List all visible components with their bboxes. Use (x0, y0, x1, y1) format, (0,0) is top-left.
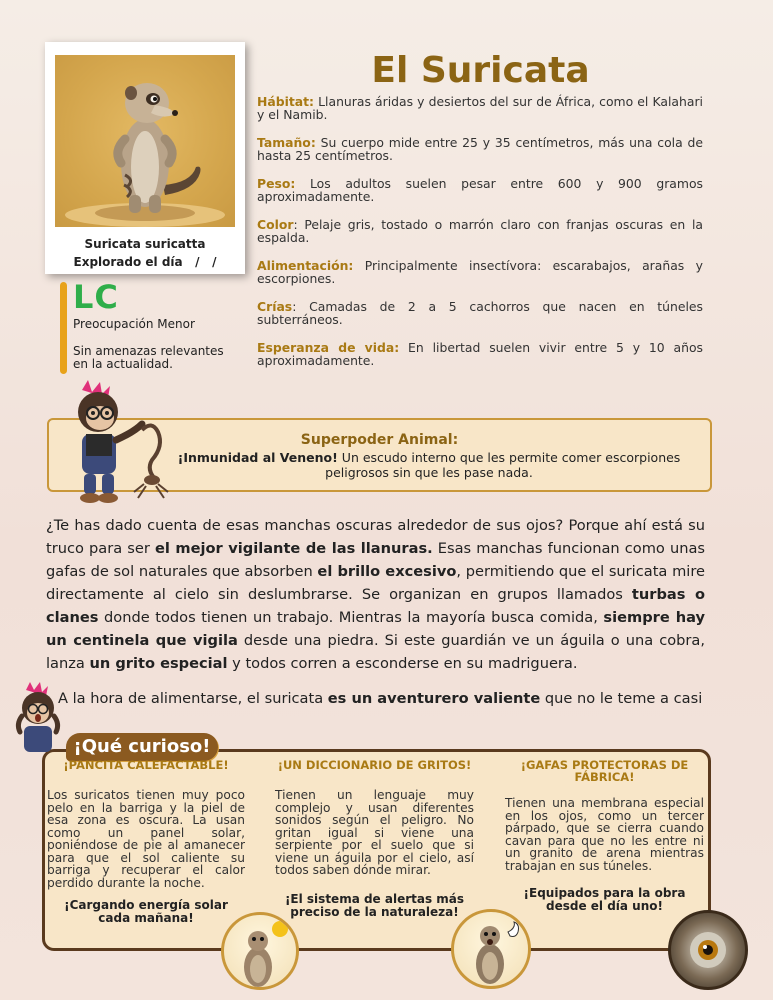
column-heading: ¡GAFAS PROTECTORAS DE FÁBRICA! (520, 758, 689, 784)
fact-text: Principalmente insectívora: escarabajos, arañas y escorpiones. (257, 258, 703, 286)
paragraph-bold: un grito especial (89, 655, 228, 672)
column-heading: ¡UN DICCIONARIO DE GRITOS! (277, 758, 472, 772)
monkey-mascot-surprised (10, 682, 70, 760)
explored-date-label: Explorado el día / / (73, 255, 217, 269)
fact-key: Hábitat: (257, 94, 315, 109)
column-footer: ¡El sistema de alertas más preciso de la naturaleza! (284, 891, 465, 919)
column-text: Tienen un lenguaje muy complejo y usan diferentes sonidos según el peligro. No gritan igual si viene una serpiente por el suelo que si viene un águila por el cielo, así todos saben dónde mirar. (275, 788, 474, 877)
superpower-text: Un escudo interno que les permite comer escorpiones peligrosos sin que les pase nada. (325, 450, 681, 480)
paragraph-bold: el brillo excesivo (317, 563, 457, 580)
superpower-heading: Superpoder Animal: (300, 432, 459, 448)
scientific-name: Suricata suricatta (84, 237, 206, 251)
fact-text: Los adultos suelen pesar entre 600 y 900 gramos aproximadamente. (257, 176, 703, 204)
fact-weight (257, 178, 703, 203)
fact-lifespan (257, 342, 703, 367)
fact-text: Llanuras áridas y desiertos del sur de África, como el Kalahari y el Namib. (257, 94, 703, 122)
page-title: El Suricata (371, 50, 590, 91)
curious-column-3 (505, 759, 704, 913)
fact-text: : Camadas de 2 a 5 cachorros que nacen en túneles subterráneos. (257, 299, 703, 327)
meerkat-alarm-illustration (451, 909, 531, 989)
superpower-body (159, 450, 699, 480)
body-paragraph-2 (58, 687, 718, 710)
paragraph-bold: siempre hay un centinela que vigila (46, 609, 706, 649)
fact-key: Tamaño: (257, 135, 316, 150)
conservation-status: Preocupación Menor (73, 317, 195, 331)
monkey-mascot-scorpion (60, 380, 180, 510)
paragraph-text: y todos corren a esconderse en su madriguera. (227, 655, 578, 672)
fact-habitat (257, 96, 703, 121)
fact-text: En libertad suelen vivir entre 5 y 10 años aproximadamente. (257, 340, 703, 368)
conservation-note-line1: Sin amenazas relevantes (73, 344, 224, 358)
fact-key: Alimentación: (257, 258, 354, 273)
fact-key: Peso: (257, 176, 296, 191)
paragraph-text: , permitiendo que el suricata mire directamente al cielo sin deslumbrarse. Se organizan en grupos llamados (46, 563, 705, 603)
conservation-code: LC (73, 278, 119, 316)
paragraph-text: ¿Te has dado cuenta de esas manchas oscuras alrededor de sus ojos? Porque ahí está su truco para ser (46, 517, 705, 557)
meerkat-sunbathing-illustration (221, 912, 299, 990)
fact-offspring (257, 301, 703, 326)
paragraph-bold: turbas o clanes (46, 586, 705, 626)
fact-diet (257, 260, 703, 285)
paragraph-text: desde una piedra. Si este guardián ve un águila o una cobra, lanza (46, 632, 705, 672)
paragraph-bold: el mejor vigilante de las llanuras. (154, 540, 433, 557)
body-paragraph (46, 514, 705, 675)
conservation-accent-bar (60, 282, 67, 374)
facts-list (257, 96, 703, 383)
fact-key: Crías (257, 299, 293, 314)
paragraph-text: Esas manchas funcionan como unas gafas de sol naturales que absorben (46, 540, 705, 580)
meerkat-photo (55, 55, 235, 227)
paragraph-bold: es un aventurero valiente (327, 690, 541, 707)
column-text: Los suricatos tienen muy poco pelo en la barriga y la piel de esa zona es oscura. La usan como un panel solar, poniéndose de pie al amanecer para que el sol caliente su barriga y recuperar el calor perdido durante la noche. (47, 788, 245, 890)
curious-tag: ¡Qué curioso! (66, 733, 218, 761)
column-footer: ¡Cargando energía solar cada mañana! (64, 898, 228, 925)
fact-text: Su cuerpo mide entre 25 y 35 centímetros, más una cola de hasta 25 centímetros. (257, 135, 703, 163)
fact-key: Color (257, 217, 294, 232)
meerkat-eye-closeup (668, 910, 748, 990)
species-photo-card (45, 42, 245, 274)
fact-size (257, 137, 703, 162)
superpower-lead: ¡Inmunidad al Veneno! (177, 450, 338, 465)
column-text: Tienen una membrana especial en los ojos, como un tercer párpado, que se cierra cuando cavan para que no les entre ni un granito de arena mientras trabajan en sus túneles. (505, 796, 704, 873)
fact-key: Esperanza de vida: (257, 340, 400, 355)
curious-column-1 (47, 759, 245, 925)
paragraph-text: A la hora de alimentarse, el suricata (58, 690, 328, 707)
paragraph-text: donde todos tienen un trabajo. Mientras la mayoría busca comida, (98, 609, 604, 626)
fact-color (257, 219, 703, 244)
column-footer: ¡Equipados para la obra desde el día uno! (523, 886, 686, 913)
column-heading: ¡PANCITA CALEFACTABLE! (63, 758, 229, 772)
curious-column-2 (275, 759, 474, 919)
fact-text: : Pelaje gris, tostado o marrón claro con franjas oscuras en la espalda. (257, 217, 703, 245)
paragraph-text: que no le teme a casi (540, 690, 703, 707)
conservation-note-line2: en la actualidad. (73, 357, 173, 371)
